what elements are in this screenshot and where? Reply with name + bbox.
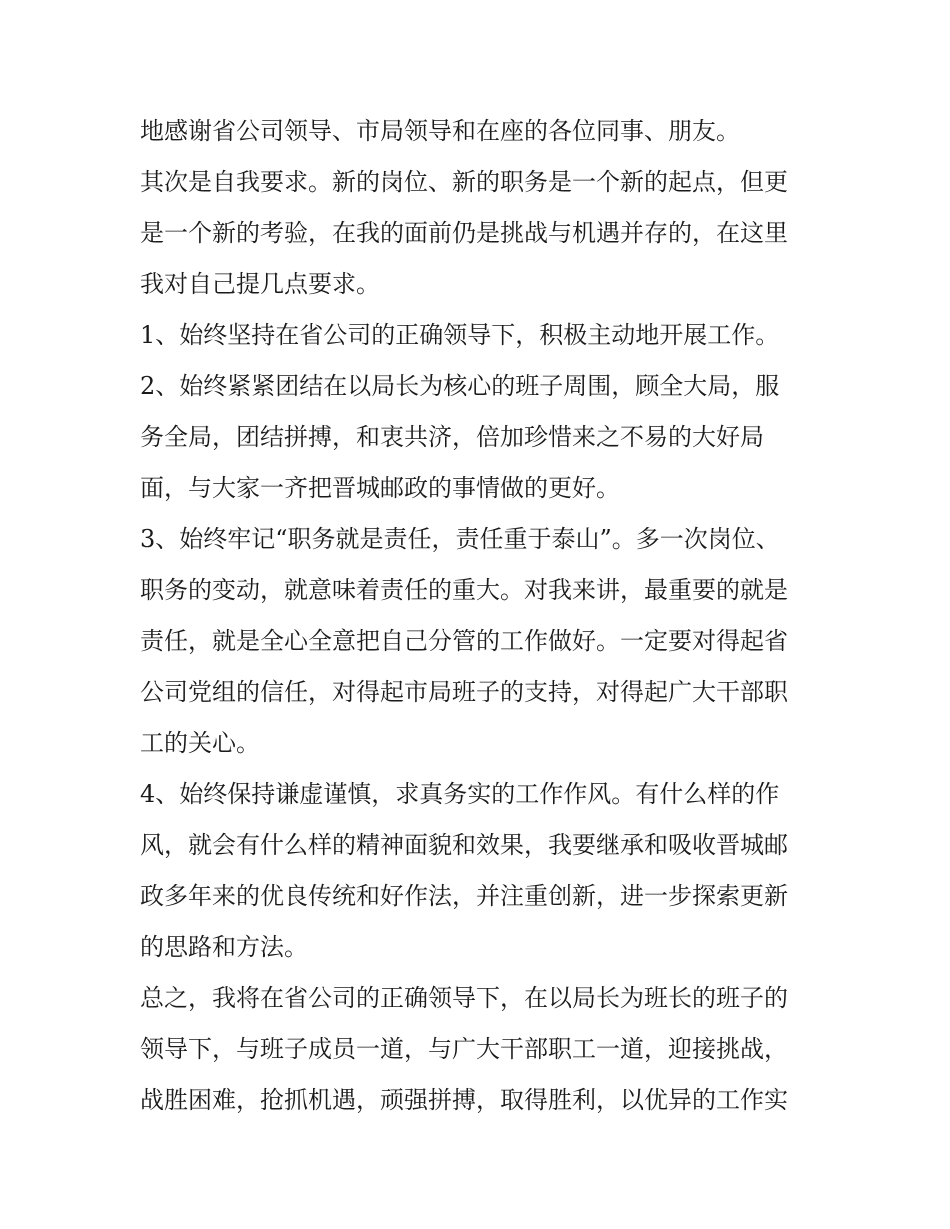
text-line: 领导下，与班子成员一道，与广大干部职工一道，迎接挑战， — [140, 1035, 788, 1063]
text-line: 面，与大家一齐把晋城邮政的事情做的更好。 — [140, 474, 620, 502]
text-line: 风，就会有什么样的精神面貌和效果，我要继承和吸收晋城邮 — [140, 831, 788, 859]
text-line: 务全局，团结拼搏，和衷共济，倍加珍惜来之不易的大好局 — [140, 423, 764, 451]
text-line: 3、始终牢记“职务就是责任，责任重于泰山”。多一次岗位、 — [140, 525, 780, 553]
text-line: 其次是自我要求。新的岗位、新的职务是一个新的起点，但更 — [140, 168, 788, 196]
text-line: 地感谢省公司领导、市局领导和在座的各位同事、朋友。 — [140, 117, 740, 145]
text-line: 责任，就是全心全意把自己分管的工作做好。一定要对得起省 — [140, 627, 788, 655]
text-line: 战胜困难，抢抓机遇，顽强拼搏，取得胜利，以优异的工作实 — [140, 1086, 788, 1114]
text-line: 职务的变动，就意味着责任的重大。对我来讲，最重要的就是 — [140, 576, 788, 604]
text-line: 我对自己提几点要求。 — [140, 270, 380, 298]
text-line: 是一个新的考验，在我的面前仍是挑战与机遇并存的，在这里 — [140, 219, 788, 247]
text-line: 4、始终保持谦虚谨慎，求真务实的工作作风。有什么样的作 — [140, 780, 780, 808]
text-line: 的思路和方法。 — [140, 933, 308, 961]
text-line: 总之，我将在省公司的正确领导下，在以局长为班长的班子的 — [140, 984, 788, 1012]
text-line: 2、始终紧紧团结在以局长为核心的班子周围，顾全大局，服 — [140, 372, 780, 400]
document-body — [140, 106, 820, 1126]
text-line: 公司党组的信任，对得起市局班子的支持，对得起广大干部职 — [140, 678, 788, 706]
text-line: 工的关心。 — [140, 729, 260, 757]
text-line: 1、始终坚持在省公司的正确领导下，积极主动地开展工作。 — [140, 321, 780, 349]
text-line: 政多年来的优良传统和好作法，并注重创新，进一步探索更新 — [140, 882, 788, 910]
